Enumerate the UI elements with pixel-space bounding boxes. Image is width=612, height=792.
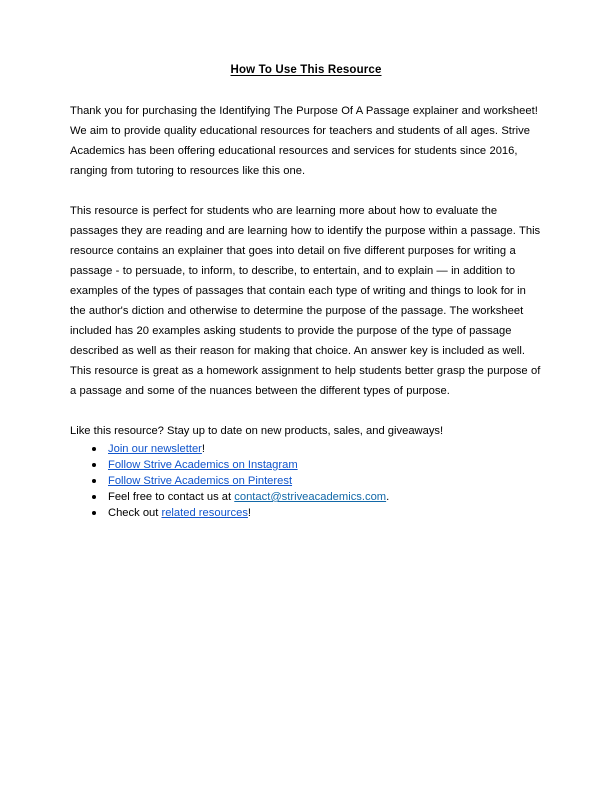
bullet-icon: [92, 511, 96, 515]
bullet-icon: [92, 463, 96, 467]
document-body: [70, 62, 542, 521]
link-newsletter[interactable]: Join our newsletter: [108, 443, 202, 455]
list-item: [70, 489, 542, 505]
page-title: How To Use This Resource: [230, 64, 382, 76]
link-email-contact[interactable]: contact@striveacademics.com: [234, 491, 387, 503]
list-item: [70, 473, 542, 489]
link-related-resources[interactable]: related resources: [161, 507, 248, 519]
list-item: [70, 505, 542, 521]
link-pinterest[interactable]: Follow Strive Academics on Pinterest: [108, 475, 293, 487]
paragraph-description: This resource is perfect for students who are learning more about how to evaluate the passages they are reading and are learning how to identify the purpose within a passage. This resource contains an explainer that goes into detail on five different purposes for writing a passage - to persuade, to inform, to describe, to entertain, and to explain — in addition to examples of the types of passages that contain each type of writing and things to look for in the author's diction and otherwise to determine the purpose of the passage. The worksheet included has 20 examples asking students to provide the purpose of the type of passage described as well as their reason for making that choice. An answer key is included as well. This resource is great as a homework assignment to help students better grasp the purpose of a passage and some of the nuances between the different types of purpose.: [70, 205, 541, 397]
bullet-icon: [92, 495, 96, 499]
list-item-suffix: .: [386, 491, 390, 503]
list-item-suffix: !: [201, 443, 206, 455]
paragraph-intro: Thank you for purchasing the Identifying The Purpose Of A Passage explainer and worksheet! We aim to provide quality educational resources for teachers and students of all ages. Strive Academics has been offering educational resources and services for students since 2016, ranging from tutoring to resources like this one.: [70, 105, 538, 177]
list-item-prefix: Check out: [108, 507, 162, 519]
list-item-prefix: Feel free to contact us at: [108, 491, 235, 503]
bullet-icon: [92, 447, 96, 451]
list-item-suffix: !: [247, 507, 252, 519]
resource-link-list: [70, 441, 542, 521]
bullet-icon: [92, 479, 96, 483]
list-item: [70, 441, 542, 457]
list-item: [70, 457, 542, 473]
call-to-action-line: Like this resource? Stay up to date on new products, sales, and giveaways!: [70, 425, 444, 437]
link-instagram[interactable]: Follow Strive Academics on Instagram: [108, 459, 298, 471]
